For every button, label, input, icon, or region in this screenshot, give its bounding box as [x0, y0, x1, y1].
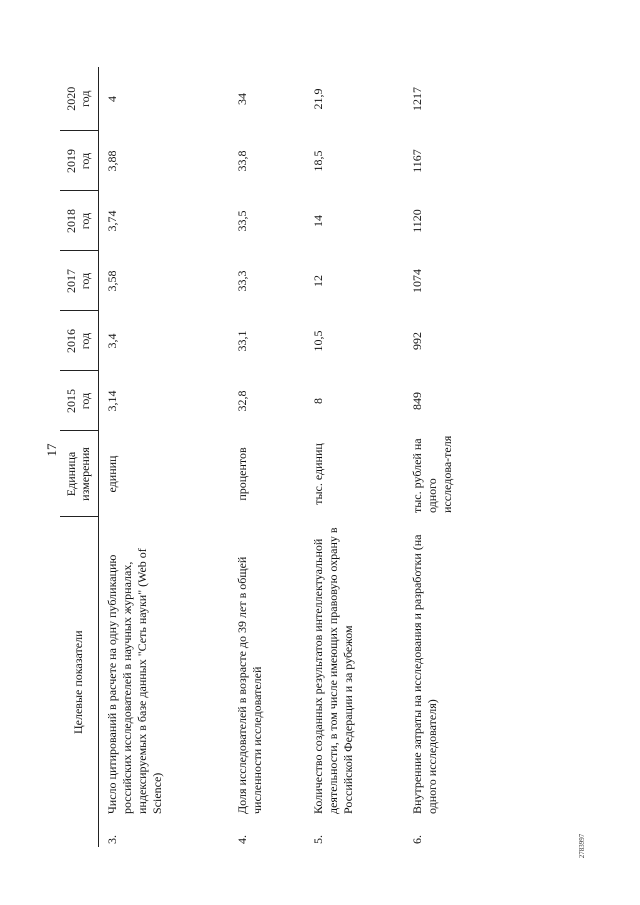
value-2017: 33,3: [235, 270, 249, 292]
value-2019: 33,8: [235, 150, 249, 172]
header-year-label: 2020: [64, 86, 79, 111]
table-row: [305, 67, 404, 847]
header-year-label: 2018: [64, 209, 79, 233]
value-2016: 10,5: [311, 330, 325, 352]
table-row: [99, 67, 230, 847]
value-2020: 1217: [410, 87, 424, 111]
value-2016: 3,4: [105, 333, 119, 349]
header-year-2015: [60, 371, 99, 431]
value-2019: 1167: [410, 149, 424, 173]
header-year-suffix: год: [78, 392, 92, 410]
value-2020: 21,9: [311, 88, 325, 110]
value-2015: 3,14: [105, 390, 119, 412]
header-indicator: [60, 517, 99, 847]
header-year-suffix: год: [78, 90, 92, 107]
table-row: [404, 67, 606, 847]
header-year-2018: [60, 191, 99, 251]
header-year-suffix: год: [78, 332, 92, 350]
page-number: 17: [44, 443, 59, 457]
table-row: [229, 67, 305, 847]
header-year-2017: [60, 251, 99, 311]
value-2016: 33,1: [235, 330, 249, 352]
value-2020: 34: [235, 93, 249, 105]
header-year-suffix: год: [78, 212, 92, 230]
value-2018: 14: [311, 215, 325, 227]
indicator-name: Доля исследователей в возрасте до 39 лет в общей численности исследователей: [235, 556, 264, 814]
value-2020: 4: [105, 96, 119, 102]
header-unit-line2: измерения: [78, 447, 92, 501]
header-unit-line1: Единица: [64, 451, 79, 497]
value-2015: 32,8: [235, 390, 249, 412]
value-2015: 8: [311, 398, 325, 404]
value-2017: 12: [311, 275, 325, 287]
value-2018: 1120: [410, 209, 424, 233]
unit-cell: тыс. рублей на одного исследова-теля: [410, 435, 454, 513]
value-2018: 3,74: [105, 210, 119, 232]
rotated-table-frame: [60, 67, 600, 847]
indicator-name: Количество созданных результатов интеллектуальной деятельности, в том числе имеющих правовую охрану в Российской Федерации и за рубежом: [311, 527, 355, 814]
row-number: 3.: [105, 835, 119, 844]
value-2015: 849: [410, 392, 424, 410]
header-year-suffix: год: [78, 152, 92, 170]
value-2019: 18,5: [311, 150, 325, 172]
header-year-2016: [60, 311, 99, 371]
header-year-label: 2019: [64, 149, 79, 173]
unit-cell: процентов: [235, 447, 249, 501]
row-number: 4.: [235, 835, 249, 844]
header-year-label: 2016: [64, 329, 79, 353]
row-number: 5.: [311, 835, 325, 844]
value-2017: 3,58: [105, 270, 119, 292]
indicator-name: Внутренние затраты на исследования и разработки (на одного исследователя): [410, 534, 439, 814]
header-year-2020: [60, 67, 99, 131]
unit-cell: тыс. единиц: [311, 443, 325, 505]
indicators-table: [60, 67, 606, 847]
unit-cell: единиц: [105, 455, 119, 493]
header-year-2019: [60, 131, 99, 191]
header-unit: [60, 431, 99, 517]
value-2018: 33,5: [235, 210, 249, 232]
indicator-name: Число цитирований в расчете на одну публикацию российских исследователей в научных журналах, индексируемых в базе данных "Сеть науки" (Web of Science): [105, 548, 164, 814]
header-year-label: 2015: [64, 389, 79, 413]
header-indicator-label: Целевые показатели: [71, 630, 86, 734]
row-number: 6.: [410, 835, 424, 844]
value-2016: 992: [410, 332, 424, 350]
document-id: 2783997: [578, 833, 586, 859]
value-2017: 1074: [410, 269, 424, 293]
header-year-label: 2017: [64, 269, 79, 293]
header-year-suffix: год: [78, 272, 92, 290]
table-header-row: [60, 67, 99, 847]
value-2019: 3,88: [105, 150, 119, 172]
